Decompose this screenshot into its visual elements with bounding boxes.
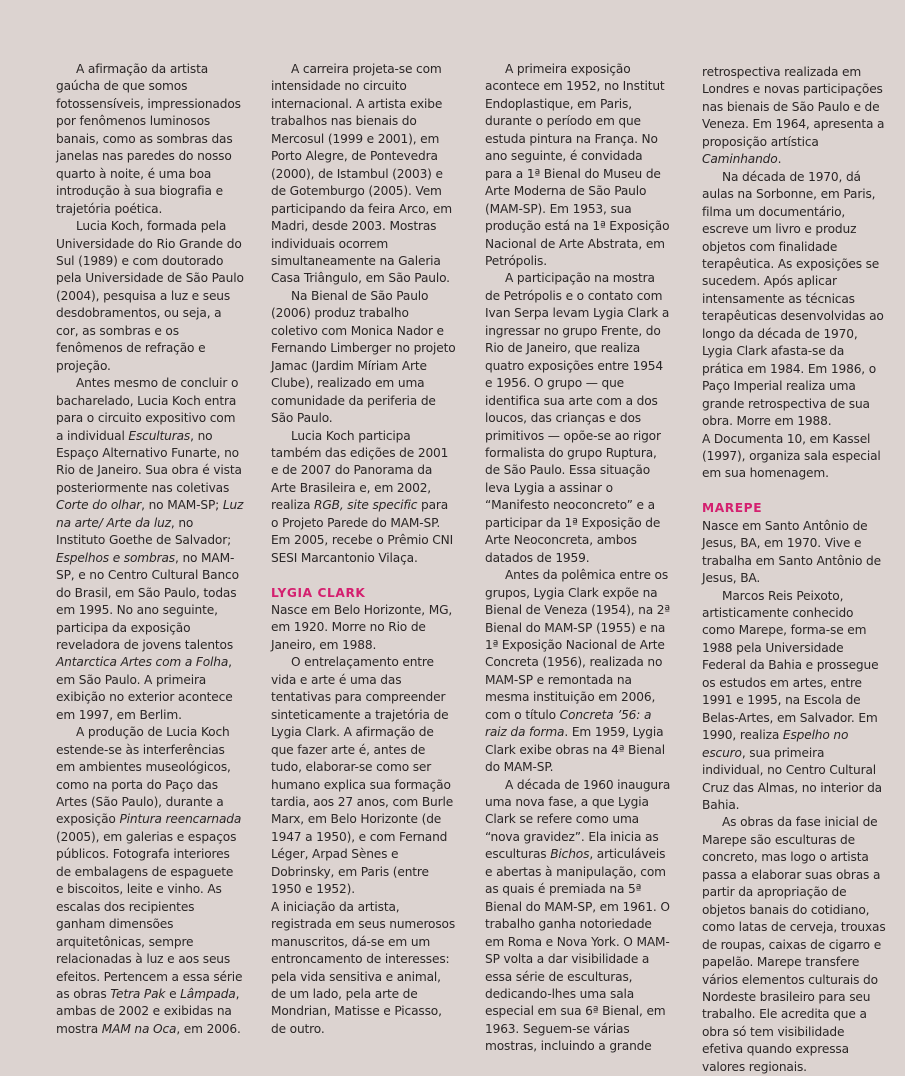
column-4 (702, 64, 888, 1076)
paragraph: A afirmação da artista gaúcha de que somos fotossensíveis, impressionados por fenômenos luminosos banais, como as sombras das janelas nas paredes do nosso quarto à noite, é uma boa introdução à sua biografia e trajetória poética. (56, 62, 241, 216)
paragraph: Nasce em Belo Horizonte, MG, em 1920. Morre no Rio de Janeiro, em 1988. (271, 603, 453, 652)
paragraph: A iniciação da artista, registrada em seus numerosos manuscritos, dá-se em um entroncamento de interesses: pela vida sensitiva e animal, de um lado, pela arte de Mondrian, Matisse e Picasso, de outro. (271, 899, 456, 1036)
paragraph: Antes da polêmica entre os grupos, Lygia Clark expõe na Bienal de Veneza (1954), na 2ª Bienal do MAM-SP (1955) e na 1ª Exposição Nacional de Arte Concreta (1956), realizada no MAM-SP e remontada na mesma instituição em 2006, com o título Concreta ’56: a raiz da forma. Em 1959, Lygia Clark exibe obras na 4ª Bienal do MAM-SP. (485, 568, 670, 775)
paragraph: A participação na mostra de Petrópolis e o contato com Ivan Serpa levam Lygia Clark a ingressar no grupo Frente, do Rio de Janeiro, que realiza quatro exposições entre 1954 e 1956. O grupo — que identifica sua arte com a dos loucos, das crianças e dos primitivos — opõe-se ao rigor formalista do grupo Ruptura, de São Paulo. Essa situação leva Lygia a assinar o “Manifesto neoconcreto” e a participar da 1ª Exposição de Arte Neoconcreta, ambos datados de 1959. (485, 271, 670, 565)
column-1 (56, 61, 244, 1038)
paragraph: Marcos Reis Peixoto, artisticamente conhecido como Marepe, forma-se em 1988 pela Universidade Federal da Bahia e prossegue os estudos em artes, entre 1991 e 1995, na Escola de Belas-Artes, em Salvador. Em 1990, realiza Espelho no escuro, sua primeira individual, no Centro Cultural Cruz das Almas, no interior da Bahia. (702, 588, 882, 813)
section-heading-marepe: MAREPE (702, 501, 763, 516)
paragraph: A produção de Lucia Koch estende-se às interferências em ambientes museológicos, como na porta do Paço das Artes (São Paulo), durante a exposição Pintura reencarnada (2005), em galerias e espaços públicos. Fotografa interiores de embalagens de espaguete e biscoitos, leite e vinho. As escalas dos recipientes ganham dimensões arquitetônicas, sempre relacionadas à luz e aos seus efeitos. Pertencem a essa série as obras Tetra Pak e Lâmpada, ambas de 2002 e exibidas na mostra MAM na Oca, em 2006. (56, 725, 243, 1036)
paragraph: retrospectiva realizada em Londres e novas participações nas bienais de São Paulo e de Veneza. Em 1964, apresenta a proposição artística Caminhando. (702, 65, 885, 167)
paragraph: A carreira projeta-se com intensidade no circuito internacional. A artista exibe trabalhos nas bienais do Mercosul (1999 e 2001), em Porto Alegre, de Pontevedra (2000), de Istambul (2003) e de Gotemburgo (2005). Vem participando da feira Arco, em Madri, desde 2003. Mostras individuais ocorrem simultaneamente na Galeria Casa Triângulo, em São Paulo. (271, 62, 452, 286)
paragraph: Lucia Koch participa também das edições de 2001 e de 2007 do Panorama da Arte Brasileira e, em 2002, realiza RGB, site specific para o Projeto Parede do MAM-SP. Em 2005, recebe o Prêmio CNI SESI Marcantonio Vilaça. (271, 428, 454, 565)
paragraph: A primeira exposição acontece em 1952, no Institut Endoplastique, em Paris, durante o período em que estuda pintura na França. No ano seguinte, é convidada para a 1ª Bienal do Museu de Arte Moderna de São Paulo (MAM-SP). Em 1953, sua produção está na 1ª Exposição Nacional de Arte Abstrata, em Petrópolis. (485, 62, 670, 268)
paragraph: Lucia Koch, formada pela Universidade do Rio Grande do Sul (1989) e com doutorado pela Universidade de São Paulo (2004), pesquisa a luz e seus desdobramentos, ou seja, a cor, as sombras e os fenômenos de refração e projeção. (56, 219, 244, 373)
paragraph: A década de 1960 inaugura uma nova fase, a que Lygia Clark se refere como uma “nova gravidez”. Ela inicia as esculturas Bichos, articuláveis e abertas à manipulação, com as quais é premiada na 5ª Bienal do MAM-SP, em 1961. O trabalho ganha notoriedade em Roma e Nova York. O MAM-SP volta a dar visibilidade a essa série de esculturas, dedicando-lhes uma sala especial em sua 6ª Bienal, em 1963. Seguem-se várias mostras, incluindo a grande (485, 777, 671, 1054)
section-heading-lygia-clark: LYGIA CLARK (271, 585, 366, 600)
paragraph: A Documenta 10, em Kassel (1997), organiza sala especial em sua homenagem. (702, 431, 881, 481)
paragraph: As obras da fase inicial de Marepe são esculturas de concreto, mas logo o artista passa a elaborar suas obras a partir da apropriação de objetos banais do cotidiano, como latas de cerveja, trouxas de roupas, caixas de cigarro e papelão. Marepe transfere vários elementos culturais do Nordeste brasileiro para seu trabalho. Ele acredita que a obra só tem visibilidade efetiva quando expressa valores regionais. (702, 815, 886, 1074)
paragraph: O entrelaçamento entre vida e arte é uma das tentativas para compreender sinteticamente a trajetória de Lygia Clark. A afirmação de que fazer arte é, antes de tudo, elaborar-se como ser humano explica sua formação tardia, aos 27 anos, com Burle Marx, em Belo Horizonte (de 1947 a 1950), e com Fernand Léger, Arpad Sènes e Dobrinsky, em Paris (entre 1950 e 1952). (271, 655, 454, 897)
paragraph: Nasce em Santo Antônio de Jesus, BA, em 1970. Vive e trabalha em Santo Antônio de Jesus, BA. (702, 518, 881, 586)
column-2 (271, 61, 459, 1038)
paragraph: Na Bienal de São Paulo (2006) produz trabalho coletivo com Monica Nador e Fernando Limberger no projeto Jamac (Jardim Míriam Arte Clube), realizado em uma comunidade da periferia de São Paulo. (271, 288, 456, 426)
column-3 (485, 61, 673, 1056)
paragraph: Antes mesmo de concluir o bacharelado, Lucia Koch entra para o circuito expositivo com a individual Esculturas, no Espaço Alternativo Funarte, no Rio de Janeiro. Sua obra é vista posteriormente nas coletivas Corte do olhar, no MAM-SP; Luz na arte/ Arte da luz, no Instituto Goethe de Salvador; Espelhos e sombras, no MAM-SP, e no Centro Cultural Banco do Brasil, em São Paulo, todas em 1995. No ano seguinte, participa da exposição reveladora de jovens talentos Antarctica Artes com a Folha, em São Paulo. A primeira exibição no exterior acontece em 1997, em Berlim. (56, 376, 244, 722)
paragraph: Na década de 1970, dá aulas na Sorbonne, em Paris, filma um documentário, escreve um livro e produz objetos com finalidade terapêutica. As exposições se sucedem. Após aplicar intensamente as técnicas terapêuticas desenvolvidas ao longo da década de 1970, Lygia Clark afasta-se da prática em 1984. Em 1986, o Paço Imperial realiza uma grande retrospectiva de sua obra. Morre em 1988. (702, 169, 884, 429)
